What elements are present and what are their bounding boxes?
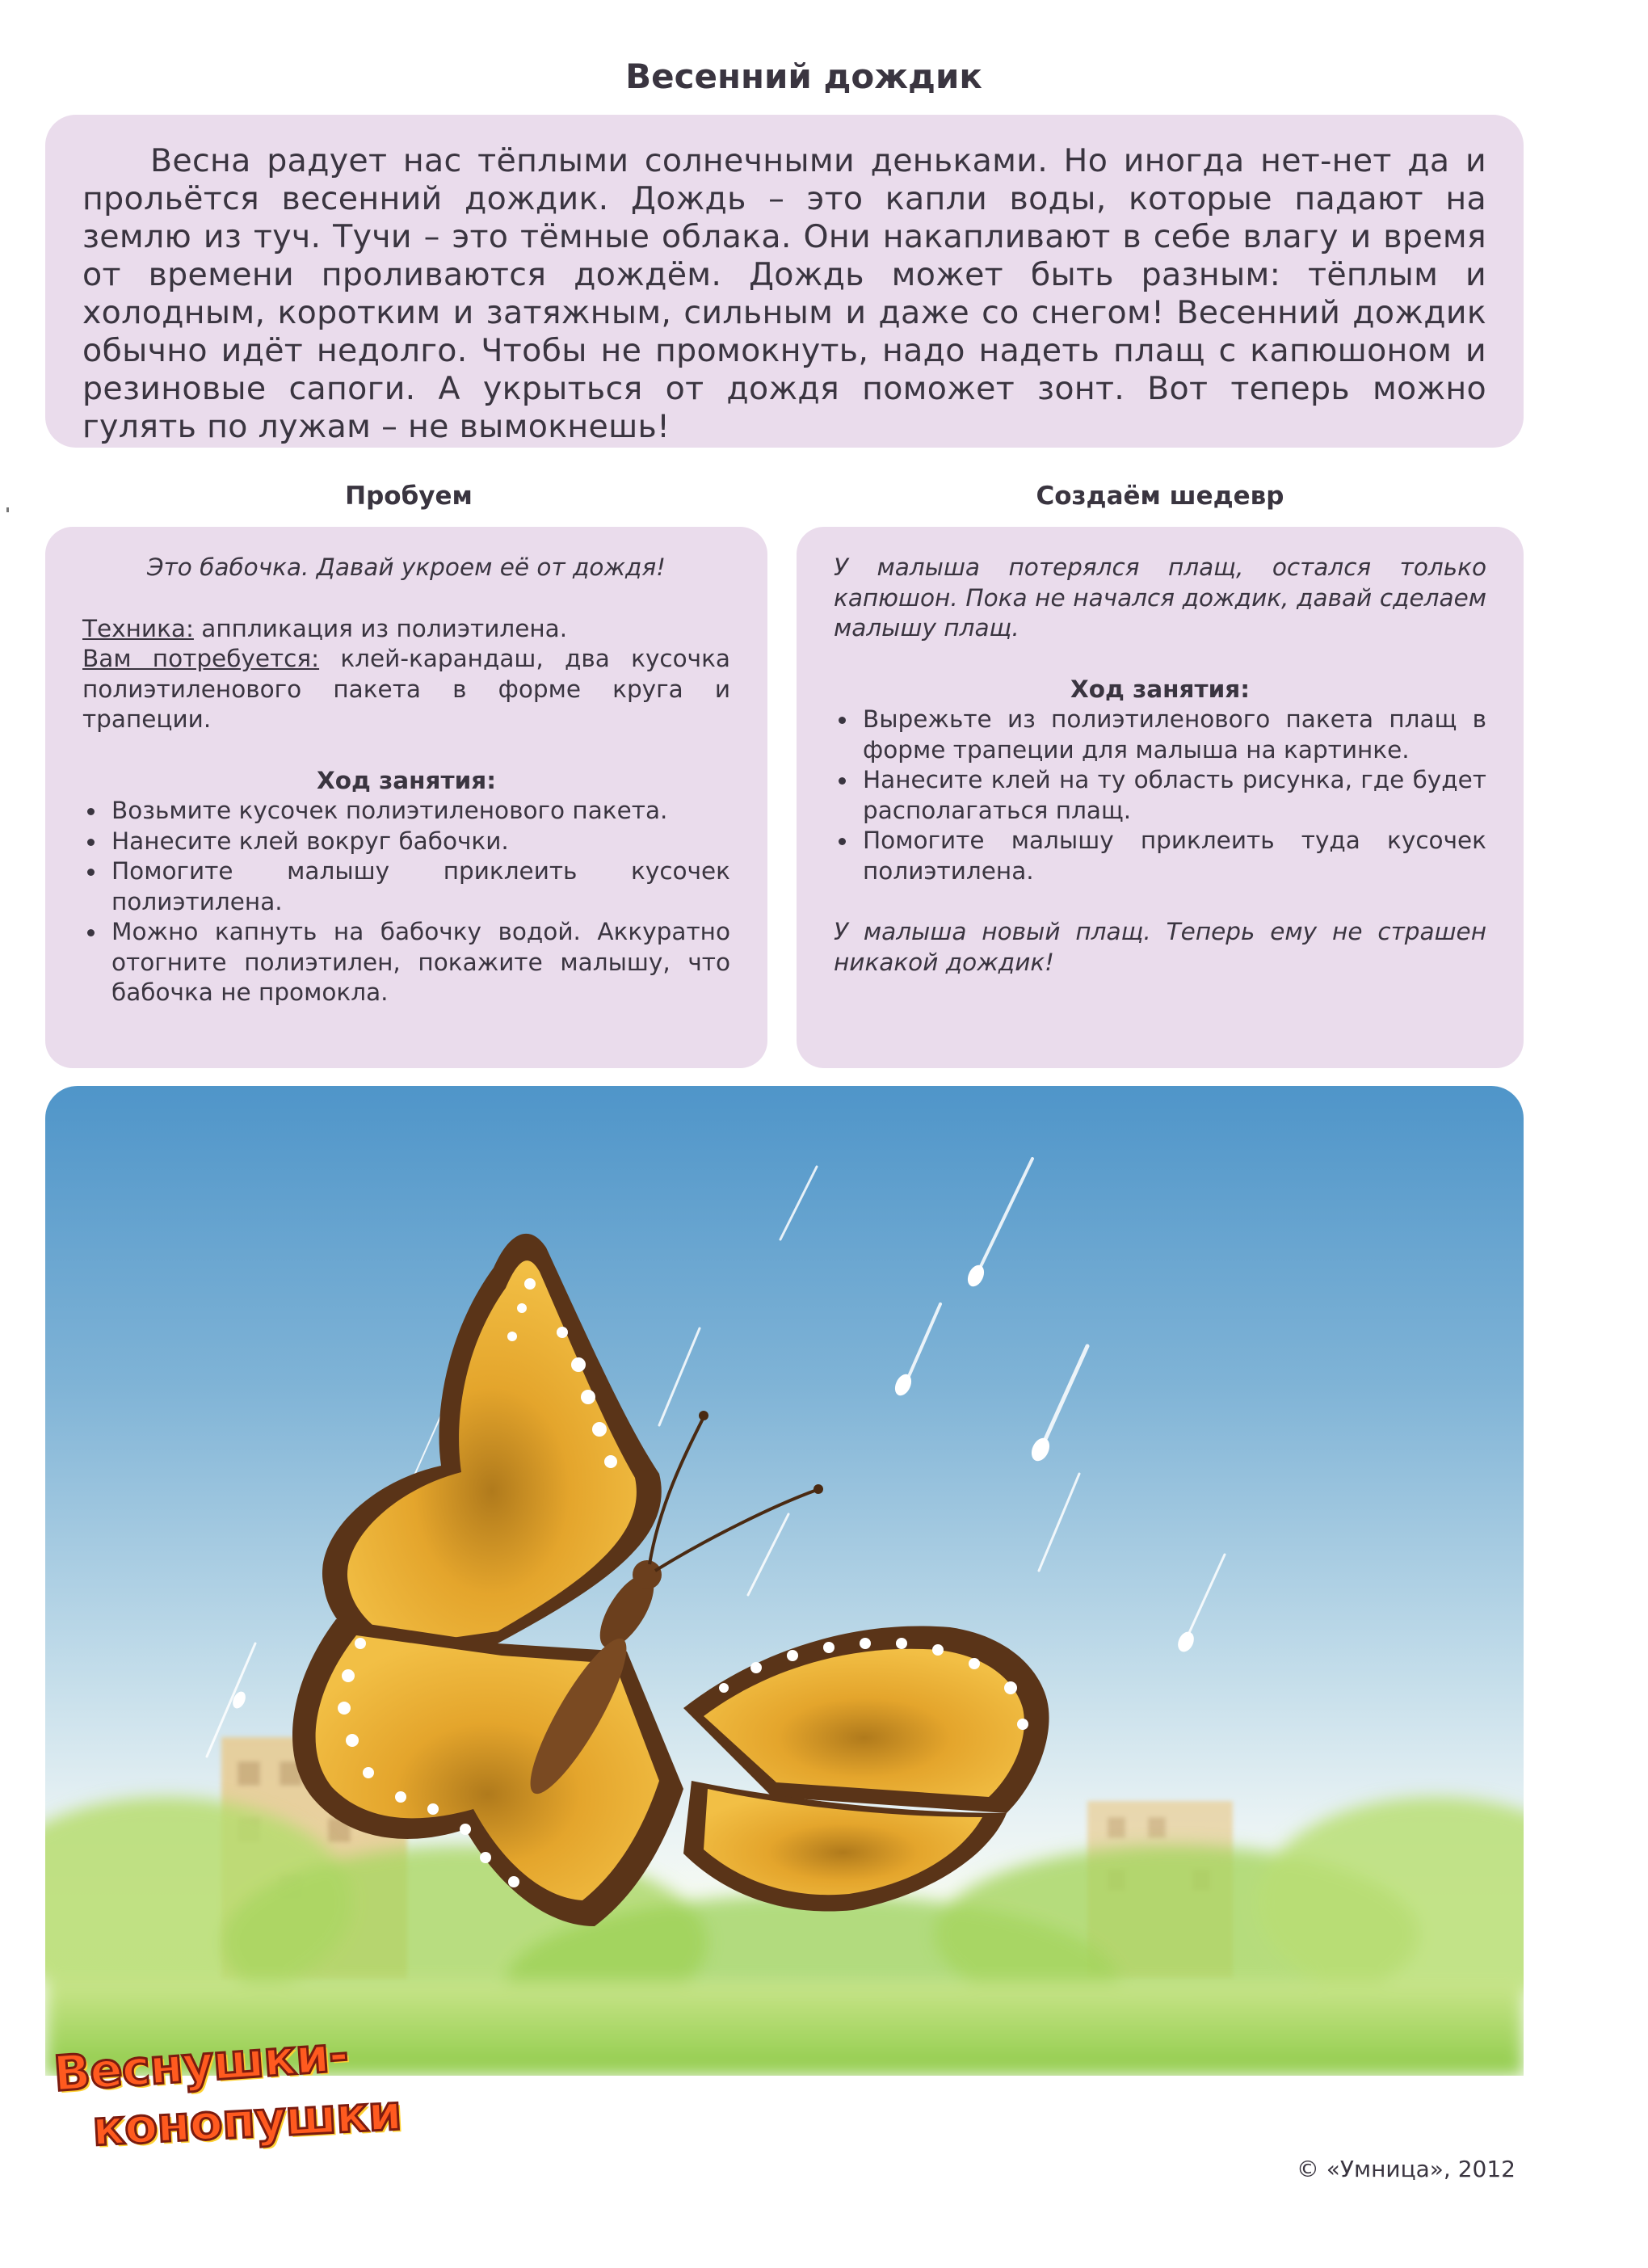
list-item: Помогите малышу приклеить кусочек полиэтилена. <box>82 856 730 917</box>
left-steps-heading: Ход занятия: <box>317 766 496 794</box>
logo-line-2: конопушки <box>90 2085 403 2157</box>
technique-line <box>82 614 730 645</box>
right-steps-list <box>834 705 1486 886</box>
copyright: © «Умница», 2012 <box>1296 2156 1516 2182</box>
list-item: Помогите малышу приклеить туда кусочек полиэтилена. <box>834 826 1486 886</box>
veshnushki-logo <box>52 2026 403 2165</box>
butterfly-rain-illustration <box>45 1086 1524 2076</box>
right-lead: У малыша потерялся плащ, остался только капюшон. Пока не начался дождик, давай сделаем малышу плащ. <box>834 553 1486 642</box>
list-item: Можно капнуть на бабочку водой. Аккуратно отогните полиэтилен, покажите малышу, что бабочка не промокла. <box>82 917 730 1008</box>
needs-label: Вам потребуется: <box>82 645 320 672</box>
intro-text: Весна радует нас тёплыми солнечными деньками. Но иногда нет-нет да и прольётся весенний дождик. Дождь – это капли воды, которые падают на землю из туч. Тучи – это тёмные облака. Они накапливают в себе влагу и время от времени проливаются дождём. Дождь может быть разным: тёплым и холодным, коротким и затяжным, сильным и даже со снегом! Весенний дождик обычно идёт недолго. Чтобы не промокнуть, надо надеть плащ с капюшоном и резиновые сапоги. А укрыться от дождя поможет зонт. Вот теперь можно гулять по лужам – не вымокнешь! <box>45 115 1524 448</box>
page-title: Весенний дождик <box>625 57 982 96</box>
left-activity-card <box>45 527 767 1068</box>
technique-label: Техника: <box>82 614 194 642</box>
needs-line <box>82 644 730 735</box>
right-steps-heading: Ход занятия: <box>1070 675 1250 703</box>
scan-speck <box>6 507 9 512</box>
left-steps-list <box>82 796 730 1008</box>
list-item: Возьмите кусочек полиэтиленового пакета. <box>82 796 730 827</box>
left-lead: Это бабочка. Давай укроем её от дождя! <box>146 553 666 581</box>
scene-svg <box>45 1086 1524 2076</box>
needs-value: клей-карандаш, два кусочка полиэтиленового пакета в форме круга и трапеции. <box>82 645 730 733</box>
right-column-heading: Создаём шедевр <box>1036 482 1284 511</box>
right-activity-card <box>797 527 1524 1068</box>
left-column-heading: Пробуем <box>345 482 473 511</box>
right-outro: У малыша новый плащ. Теперь ему не страшен никакой дождик! <box>834 918 1486 976</box>
technique-value: аппликация из полиэтилена. <box>193 614 568 642</box>
list-item: Нанесите клей на ту область рисунка, где будет располагаться плащ. <box>834 765 1486 826</box>
list-item: Вырежьте из полиэтиленового пакета плащ в форме трапеции для малыша на картинке. <box>834 705 1486 765</box>
list-item: Нанесите клей вокруг бабочки. <box>82 827 730 857</box>
butterfly <box>292 1234 1049 1926</box>
logo-line-1: Веснушки- <box>52 2026 350 2103</box>
